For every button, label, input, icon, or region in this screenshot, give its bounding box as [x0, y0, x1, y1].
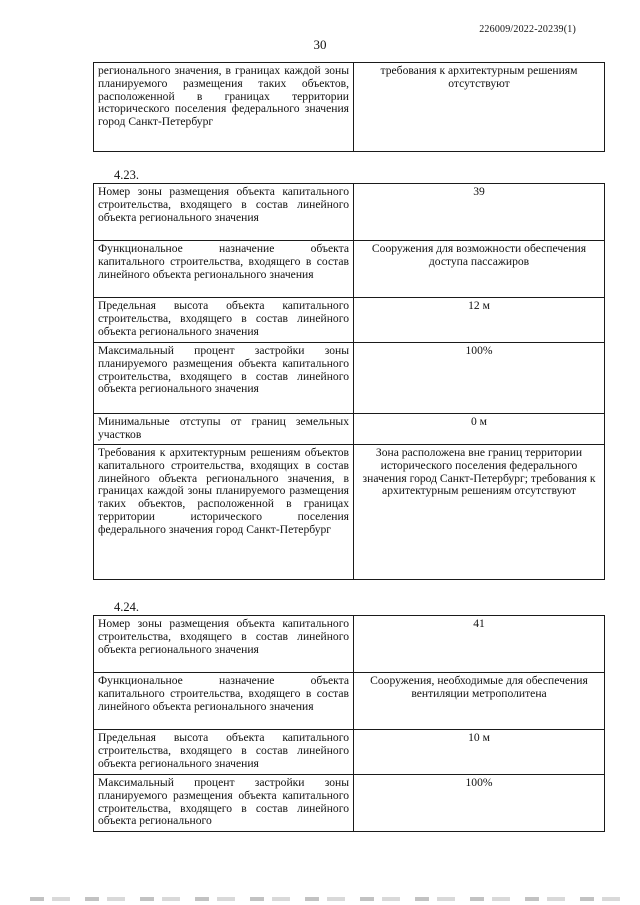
zone-number-label: Номер зоны размещения объекта капитального строительства, входящего в состав линейного объекта регионального значения — [94, 184, 354, 241]
table-row — [94, 730, 605, 775]
table-row — [94, 673, 605, 730]
max-height-label: Предельная высота объекта капитального строительства, входящего в состав линейного объекта регионального значения — [94, 298, 354, 343]
section-4-24-table — [93, 615, 605, 832]
section-number-4-24: 4.24. — [114, 600, 139, 614]
function-label: Функциональное назначение объекта капитального строительства, входящего в состав линейного объекта регионального значения — [94, 241, 354, 298]
max-height-label: Предельная высота объекта капитального строительства, входящего в состав линейного объекта регионального значения — [94, 730, 354, 775]
table-row — [94, 616, 605, 673]
setback-label: Минимальные отступы от границ земельных участков — [94, 414, 354, 445]
table-row — [94, 343, 605, 414]
table-row — [94, 414, 605, 445]
table-row — [94, 241, 605, 298]
requirement-value: требования к архитектурным решениям отсутствуют — [354, 63, 605, 152]
table-row — [94, 298, 605, 343]
max-height-value: 12 м — [354, 298, 605, 343]
zone-number-value: 39 — [354, 184, 605, 241]
function-label: Функциональное назначение объекта капитального строительства, входящего в состав линейного объекта регионального значения — [94, 673, 354, 730]
table-row — [94, 445, 605, 580]
max-height-value: 10 м — [354, 730, 605, 775]
document-number: 226009/2022-20239(1) — [479, 24, 576, 35]
function-value: Сооружения, необходимые для обеспечения вентиляции метрополитена — [354, 673, 605, 730]
section-number-4-23: 4.23. — [114, 168, 139, 182]
table-row — [94, 775, 605, 832]
zone-number-value: 41 — [354, 616, 605, 673]
table-row — [94, 184, 605, 241]
scan-artifact — [30, 897, 620, 901]
zone-number-label: Номер зоны размещения объекта капитального строительства, входящего в состав линейного объекта регионального значения — [94, 616, 354, 673]
build-percent-label: Максимальный процент застройки зоны планируемого размещения объекта капитального строительства, входящего в состав линейного объекта регионального значения — [94, 343, 354, 414]
build-percent-value: 100% — [354, 775, 605, 832]
setback-value: 0 м — [354, 414, 605, 445]
build-percent-label: Максимальный процент застройки зоны планируемого размещения объекта капитального строительства, входящего в состав линейного объекта регионального — [94, 775, 354, 832]
function-value: Сооружения для возможности обеспечения доступа пассажиров — [354, 241, 605, 298]
build-percent-value: 100% — [354, 343, 605, 414]
section-4-23-table — [93, 183, 605, 580]
page-number: 30 — [313, 37, 327, 52]
table-row — [94, 63, 605, 152]
requirement-label: регионального значения, в границах каждой зоны планируемого размещения таких объектов, расположенной в границах территории исторического поселения федерального значения город Санкт-Петербург — [94, 63, 354, 152]
continuation-table — [93, 62, 605, 152]
architecture-value: Зона расположена вне границ территории исторического поселения федерального значения город Санкт-Петербург; требования к архитектурным решениям отсутствуют — [354, 445, 605, 580]
architecture-label: Требования к архитектурным решениям объектов капитального строительства, входящих в состав линейного объекта регионального значения, в границах каждой зоны планируемого размещения таких объектов, расположенной в границах территории исторического поселения федерального значения город Санкт-Петербург — [94, 445, 354, 580]
